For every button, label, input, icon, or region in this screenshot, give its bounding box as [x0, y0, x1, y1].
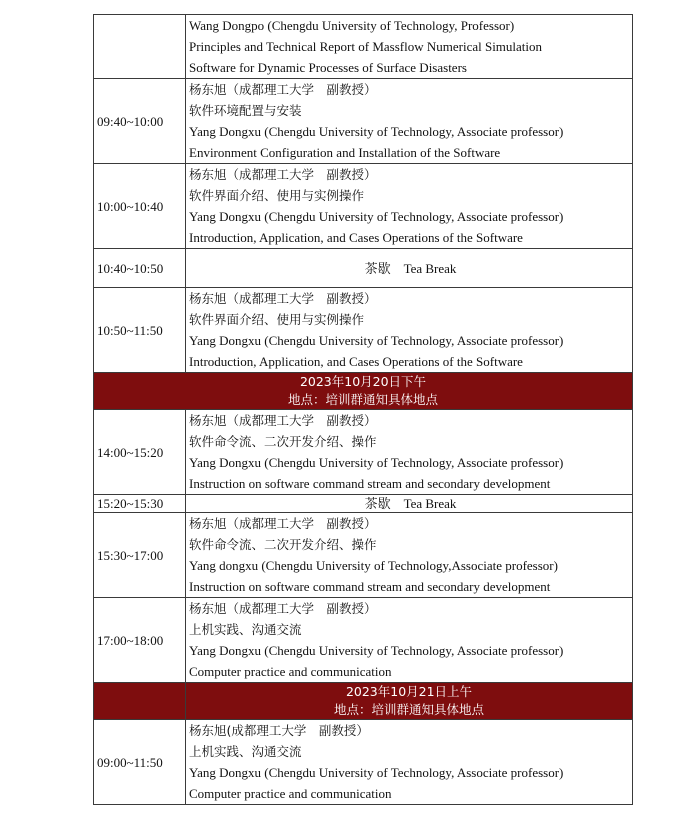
session-content	[186, 79, 633, 164]
session-row	[94, 513, 633, 598]
session-content	[186, 15, 633, 79]
banner-date: 2023年10月20日下午	[299, 374, 427, 389]
banner-location: 地点：培训群通知具体地点	[287, 392, 438, 407]
day-banner-row	[94, 683, 633, 720]
session-time: 09:00~11:50	[94, 720, 186, 805]
break-time: 15:20~15:30	[94, 495, 186, 513]
tea-break-row	[94, 495, 633, 513]
session-line: 杨东旭（成都理工大学 副教授）	[189, 516, 377, 531]
session-time: 10:50~11:50	[94, 288, 186, 373]
session-line: Computer practice and communication	[189, 786, 392, 801]
day-banner	[94, 373, 633, 410]
session-time: 17:00~18:00	[94, 598, 186, 683]
session-line: Software for Dynamic Processes of Surface Disasters	[189, 60, 467, 75]
session-time: 14:00~15:20	[94, 410, 186, 495]
banner-date: 2023年10月21日上午	[345, 684, 473, 699]
session-time: 10:00~10:40	[94, 164, 186, 249]
session-row	[94, 598, 633, 683]
session-line: 杨东旭（成都理工大学 副教授）	[189, 82, 377, 97]
session-content	[186, 513, 633, 598]
session-line: 上机实践、沟通交流	[189, 622, 302, 637]
session-row	[94, 15, 633, 79]
session-line: 软件界面介绍、使用与实例操作	[189, 312, 365, 327]
session-line: Principles and Technical Report of Massflow Numerical Simulation	[189, 39, 543, 54]
session-line: Yang Dongxu (Chengdu University of Technology, Associate professor)	[189, 455, 564, 470]
session-line: Yang Dongxu (Chengdu University of Technology, Associate professor)	[189, 643, 564, 658]
session-line: 杨东旭（成都理工大学 副教授）	[189, 601, 377, 616]
session-line: Yang dongxu (Chengdu University of Technology,Associate professor)	[189, 558, 558, 573]
session-line: 杨东旭（成都理工大学 副教授）	[189, 291, 377, 306]
session-line: 软件界面介绍、使用与实例操作	[189, 188, 365, 203]
session-line: 软件环境配置与安装	[189, 103, 302, 118]
session-line: Yang Dongxu (Chengdu University of Technology, Associate professor)	[189, 333, 564, 348]
day-banner-row	[94, 373, 633, 410]
session-row	[94, 79, 633, 164]
session-row	[94, 164, 633, 249]
session-content	[186, 410, 633, 495]
session-line: 软件命令流、二次开发介绍、操作	[189, 537, 377, 552]
session-content	[186, 164, 633, 249]
session-line: Environment Configuration and Installation of the Software	[189, 145, 501, 160]
session-row	[94, 720, 633, 805]
session-row	[94, 288, 633, 373]
session-line: Introduction, Application, and Cases Operations of the Software	[189, 354, 523, 369]
session-content	[186, 288, 633, 373]
tea-break-label: 茶歇 Tea Break	[186, 495, 633, 513]
session-line: Yang Dongxu (Chengdu University of Technology, Associate professor)	[189, 209, 564, 224]
session-line: Computer practice and communication	[189, 664, 392, 679]
session-line: Wang Dongpo (Chengdu University of Technology, Professor)	[189, 18, 515, 33]
session-line: 杨东旭（成都理工大学 副教授）	[189, 167, 377, 182]
break-time: 10:40~10:50	[94, 249, 186, 288]
tea-break-row	[94, 249, 633, 288]
session-line: Instruction on software command stream and secondary development	[189, 579, 551, 594]
session-row	[94, 410, 633, 495]
session-line: Yang Dongxu (Chengdu University of Technology, Associate professor)	[189, 124, 564, 139]
tea-break-label: 茶歇 Tea Break	[186, 249, 633, 288]
session-content	[186, 720, 633, 805]
session-line: Yang Dongxu (Chengdu University of Technology, Associate professor)	[189, 765, 564, 780]
session-line: Introduction, Application, and Cases Operations of the Software	[189, 230, 523, 245]
session-line: 上机实践、沟通交流	[189, 744, 302, 759]
session-line: 杨东旭(成都理工大学 副教授）	[189, 723, 369, 738]
schedule-table	[93, 14, 633, 805]
session-time: 09:40~10:00	[94, 79, 186, 164]
session-time	[94, 15, 186, 79]
banner-location: 地点：培训群通知具体地点	[333, 702, 484, 717]
session-time: 15:30~17:00	[94, 513, 186, 598]
session-content	[186, 598, 633, 683]
day-banner	[186, 683, 633, 720]
session-line: 软件命令流、二次开发介绍、操作	[189, 434, 377, 449]
session-line: Instruction on software command stream and secondary development	[189, 476, 551, 491]
schedule-body	[94, 15, 633, 805]
banner-time-cell	[94, 683, 186, 720]
session-line: 杨东旭（成都理工大学 副教授）	[189, 413, 377, 428]
